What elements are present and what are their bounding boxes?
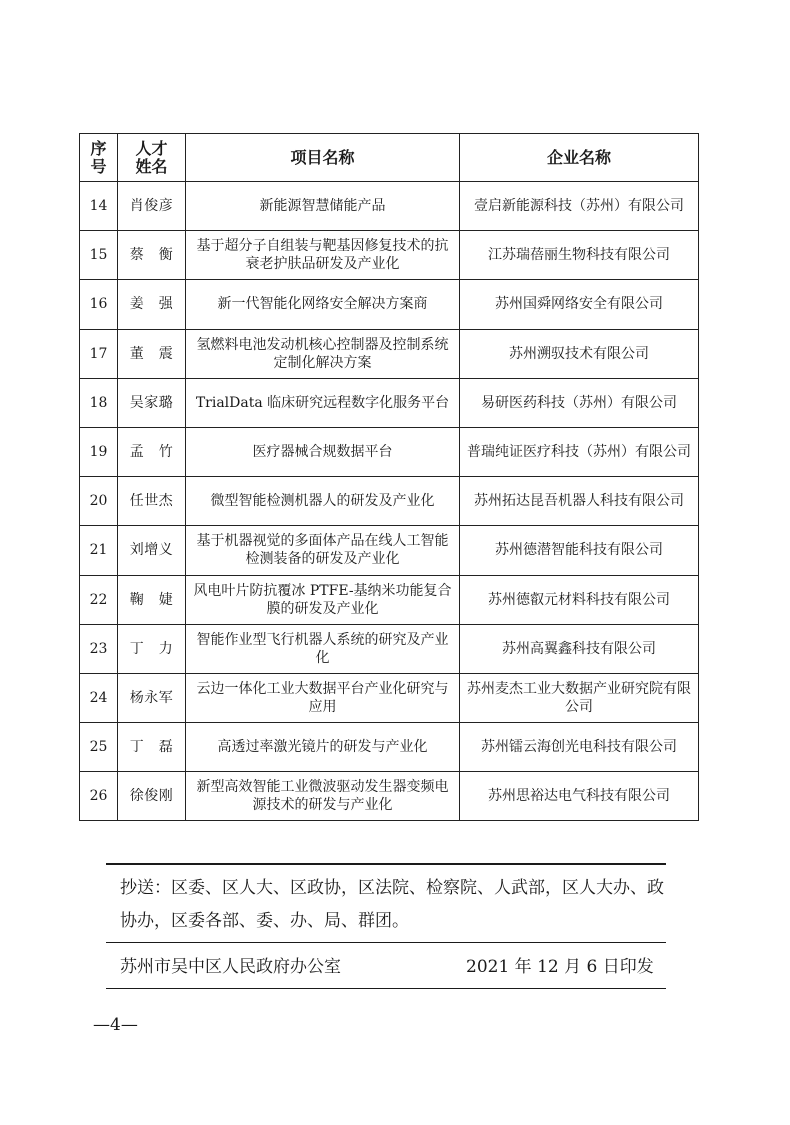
cc-distribution xyxy=(120,872,670,938)
table-header-row xyxy=(80,134,699,182)
cell-company: 苏州国舜网络安全有限公司 xyxy=(460,280,699,329)
cell-seq: 26 xyxy=(80,772,118,821)
cell-name: 徐俊刚 xyxy=(118,772,186,821)
table-row xyxy=(80,526,699,575)
header-seq-line2: 号 xyxy=(90,156,107,176)
table-row xyxy=(80,378,699,427)
cell-project: 微型智能检测机器人的研发及产业化 xyxy=(186,477,460,526)
cell-seq: 15 xyxy=(80,231,118,280)
cell-project: 云边一体化工业大数据平台产业化研究与应用 xyxy=(186,673,460,722)
cell-company: 苏州溯驭技术有限公司 xyxy=(460,329,699,378)
cell-project: 医疗器械合规数据平台 xyxy=(186,427,460,476)
cell-company: 易研医药科技（苏州）有限公司 xyxy=(460,378,699,427)
cell-name: 肖俊彦 xyxy=(118,182,186,231)
cell-project: 智能作业型飞行机器人系统的研究及产业化 xyxy=(186,624,460,673)
cell-company: 壹启新能源科技（苏州）有限公司 xyxy=(460,182,699,231)
cell-name: 董 震 xyxy=(118,329,186,378)
cell-name: 丁 磊 xyxy=(118,723,186,772)
table-row xyxy=(80,477,699,526)
cell-name: 鞠 婕 xyxy=(118,575,186,624)
cc-recipients: 区委、区人大、区政协，区法院、检察院、人武部，区人大办、政协办，区委各部、委、办、局、群团。 xyxy=(120,878,664,931)
cell-name: 吴家璐 xyxy=(118,378,186,427)
cell-seq: 19 xyxy=(80,427,118,476)
cell-seq: 25 xyxy=(80,723,118,772)
cell-name: 刘增义 xyxy=(118,526,186,575)
table-row xyxy=(80,723,699,772)
table-row xyxy=(80,329,699,378)
cell-company: 普瑞纯证医疗科技（苏州）有限公司 xyxy=(460,427,699,476)
footer-rule-bottom xyxy=(106,988,666,989)
cell-name: 丁 力 xyxy=(118,624,186,673)
header-name-line1: 人才 xyxy=(135,138,168,158)
header-seq-line1: 序 xyxy=(90,138,107,158)
cell-company: 苏州德潜智能科技有限公司 xyxy=(460,526,699,575)
cell-seq: 16 xyxy=(80,280,118,329)
header-name xyxy=(118,134,186,182)
cell-company: 江苏瑞蓓丽生物科技有限公司 xyxy=(460,231,699,280)
cell-company: 苏州拓达昆吾机器人科技有限公司 xyxy=(460,477,699,526)
table-row xyxy=(80,427,699,476)
cell-company: 苏州思裕达电气科技有限公司 xyxy=(460,772,699,821)
page-number: —4— xyxy=(93,1015,138,1035)
cell-project: 新型高效智能工业微波驱动发生器变频电源技术的研发与产业化 xyxy=(186,772,460,821)
cell-seq: 14 xyxy=(80,182,118,231)
header-company: 企业名称 xyxy=(460,134,699,182)
cell-project: 风电叶片防抗覆冰 PTFE-基纳米功能复合膜的研发及产业化 xyxy=(186,575,460,624)
cell-project: 新一代智能化网络安全解决方案商 xyxy=(186,280,460,329)
table-row xyxy=(80,231,699,280)
issue-date: 2021 年 12 月 6 日印发 xyxy=(466,957,654,977)
cell-name: 孟 竹 xyxy=(118,427,186,476)
cell-name: 杨永军 xyxy=(118,673,186,722)
footer-rule-middle xyxy=(106,942,666,943)
table-row xyxy=(80,182,699,231)
table-row xyxy=(80,673,699,722)
cell-project: 基于机器视觉的多面体产品在线人工智能检测装备的研发及产业化 xyxy=(186,526,460,575)
cell-seq: 23 xyxy=(80,624,118,673)
cell-company: 苏州德叡元材料科技有限公司 xyxy=(460,575,699,624)
header-name-line2: 姓名 xyxy=(135,156,168,176)
header-seq xyxy=(80,134,118,182)
cell-project: 新能源智慧储能产品 xyxy=(186,182,460,231)
cell-project: 高透过率激光镜片的研发与产业化 xyxy=(186,723,460,772)
cell-company: 苏州麦杰工业大数据产业研究院有限公司 xyxy=(460,673,699,722)
cell-company: 苏州高翼鑫科技有限公司 xyxy=(460,624,699,673)
cell-seq: 17 xyxy=(80,329,118,378)
cc-label: 抄送： xyxy=(120,878,171,898)
cell-seq: 24 xyxy=(80,673,118,722)
cell-seq: 21 xyxy=(80,526,118,575)
cell-seq: 20 xyxy=(80,477,118,526)
footer-rule-top xyxy=(106,863,666,865)
talent-project-table xyxy=(79,133,699,821)
cell-project: 基于超分子自组装与靶基因修复技术的抗衰老护肤品研发及产业化 xyxy=(186,231,460,280)
issuing-office: 苏州市吴中区人民政府办公室 xyxy=(120,957,341,977)
table-row xyxy=(80,772,699,821)
table-row xyxy=(80,575,699,624)
cell-name: 姜 强 xyxy=(118,280,186,329)
header-project: 项目名称 xyxy=(186,134,460,182)
cell-project: TrialData 临床研究远程数字化服务平台 xyxy=(186,378,460,427)
cell-name: 任世杰 xyxy=(118,477,186,526)
table-row xyxy=(80,280,699,329)
cell-company: 苏州镭云海创光电科技有限公司 xyxy=(460,723,699,772)
cell-name: 蔡 衡 xyxy=(118,231,186,280)
cell-seq: 22 xyxy=(80,575,118,624)
cell-project: 氢燃料电池发动机核心控制器及控制系统定制化解决方案 xyxy=(186,329,460,378)
cell-seq: 18 xyxy=(80,378,118,427)
table-row xyxy=(80,624,699,673)
